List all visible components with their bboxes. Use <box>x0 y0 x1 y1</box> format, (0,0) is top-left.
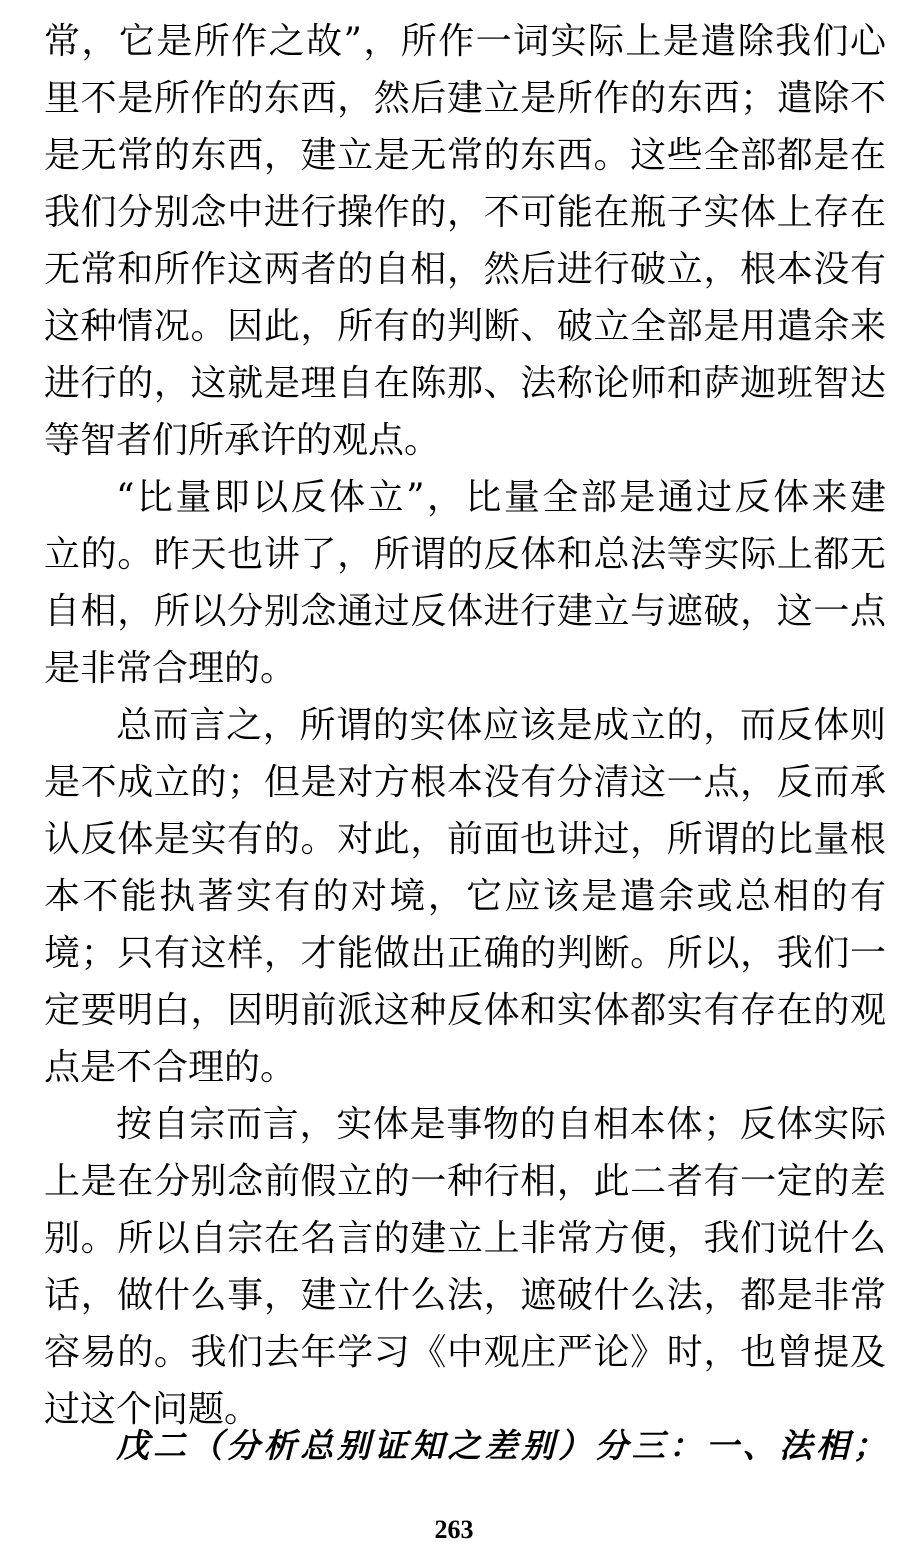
paragraph-1-line-5: 无常和所作这两者的自相，然后进行破立，根本没有 <box>44 249 886 290</box>
paragraph-1-line-6: 这种情况。因此，所有的判断、破立全部是用遣余来 <box>44 306 886 347</box>
paragraph-3-line-3: 认反体是实有的。对此，前面也讲过，所谓的比量根 <box>44 819 886 860</box>
paragraph-4-line-2: 上是在分别念前假立的一种行相，此二者有一定的差 <box>44 1161 886 1202</box>
page-number: 263 <box>434 1515 474 1544</box>
paragraph-3-line-6: 定要明白，因明前派这种反体和实体都实有存在的观 <box>44 990 886 1031</box>
paragraph-1-line-3: 是无常的东西，建立是无常的东西。这些全部都是在 <box>44 135 886 176</box>
paragraph-3-line-7: 点是不合理的。 <box>44 1047 297 1088</box>
paragraph-2-line-1: “比量即以反体立”，比量全部是通过反体来建 <box>116 477 886 518</box>
paragraph-4-line-3: 别。所以自宗在名言的建立上非常方便，我们说什么 <box>44 1218 886 1259</box>
paragraph-2-line-4: 是非常合理的。 <box>44 648 297 689</box>
paragraph-1-line-1: 常，它是所作之故”，所作一词实际上是遣除我们心 <box>44 21 886 62</box>
paragraph-4-line-5: 容易的。我们去年学习《中观庄严论》时，也曾提及 <box>44 1332 886 1373</box>
paragraph-1-line-2: 里不是所作的东西，然后建立是所作的东西；遣除不 <box>44 78 886 119</box>
paragraph-4-line-1: 按自宗而言，实体是事物的自相本体；反体实际 <box>116 1104 886 1145</box>
section-heading: 戊二（分析总别证知之差别）分三：一、法相； <box>116 1426 886 1465</box>
paragraph-3-line-2: 是不成立的；但是对方根本没有分清这一点，反而承 <box>44 762 886 803</box>
paragraph-4-line-4: 话，做什么事，建立什么法，遮破什么法，都是非常 <box>44 1275 886 1316</box>
paragraph-3-line-1: 总而言之，所谓的实体应该是成立的，而反体则 <box>116 705 886 746</box>
paragraph-1-line-8: 等智者们所承许的观点。 <box>44 420 441 461</box>
paragraph-1-line-4: 我们分别念中进行操作的，不可能在瓶子实体上存在 <box>44 192 886 233</box>
paragraph-2-line-3: 自相，所以分别念通过反体进行建立与遮破，这一点 <box>44 591 886 632</box>
paragraph-1-line-7: 进行的，这就是理自在陈那、法称论师和萨迦班智达 <box>44 363 886 404</box>
paragraph-3-line-4: 本不能执著实有的对境，它应该是遣余或总相的有 <box>44 876 886 917</box>
paragraph-2-line-2: 立的。昨天也讲了，所谓的反体和总法等实际上都无 <box>44 534 886 575</box>
paragraph-3-line-5: 境；只有这样，才能做出正确的判断。所以，我们一 <box>44 933 886 974</box>
paragraph-4-line-6: 过这个问题。 <box>44 1389 261 1430</box>
